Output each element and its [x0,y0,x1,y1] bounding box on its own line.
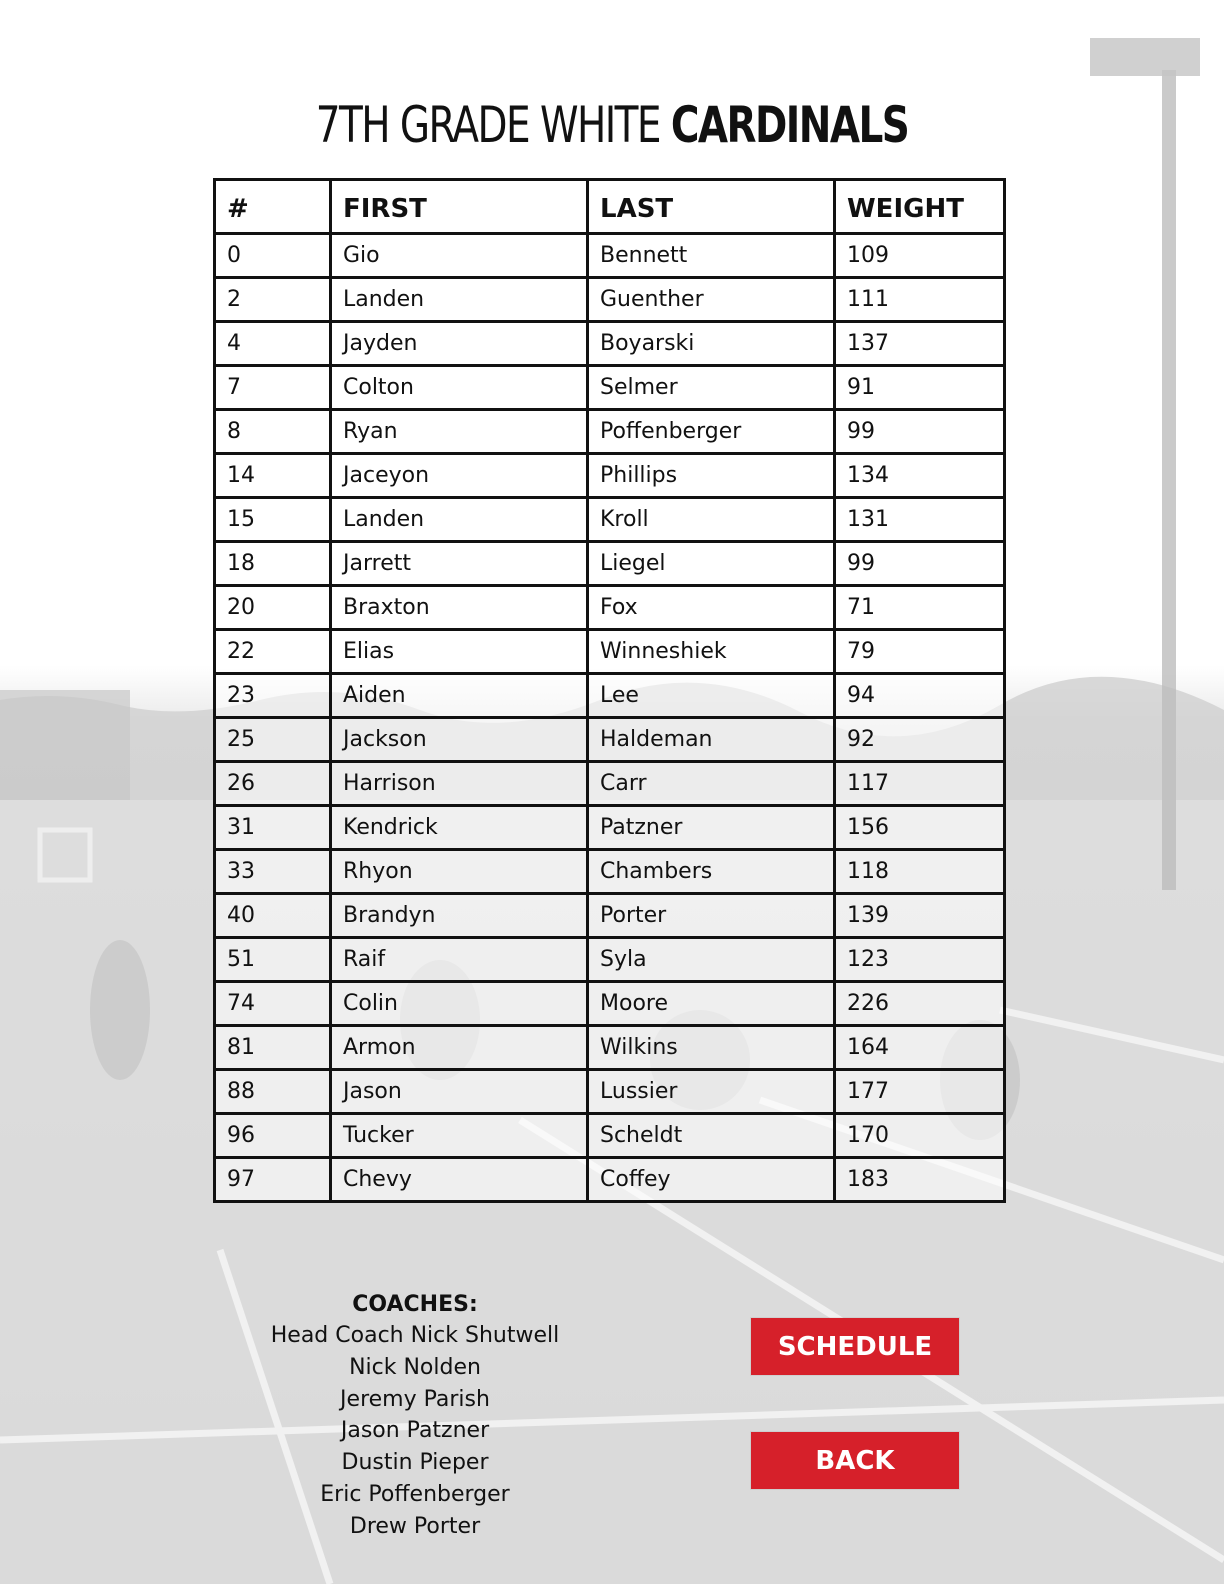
player-weight: 170 [835,1114,1005,1158]
schedule-button[interactable]: SCHEDULE [751,1318,959,1375]
player-number: 14 [215,454,331,498]
header-first: FIRST [331,180,588,234]
table-row [215,762,1005,806]
player-last-name: Haldeman [588,718,835,762]
player-first-name: Gio [331,234,588,278]
player-first-name: Armon [331,1026,588,1070]
coaches-heading: COACHES: [352,1292,478,1317]
player-last-name: Carr [588,762,835,806]
player-number: 2 [215,278,331,322]
player-number: 26 [215,762,331,806]
table-row [215,718,1005,762]
player-number: 81 [215,1026,331,1070]
player-last-name: Fox [588,586,835,630]
player-last-name: Poffenberger [588,410,835,454]
player-first-name: Landen [331,498,588,542]
coach-name: Eric Poffenberger [320,1481,510,1507]
player-last-name: Chambers [588,850,835,894]
coach-name: Nick Nolden [349,1354,481,1380]
table-row [215,982,1005,1026]
player-number: 20 [215,586,331,630]
player-first-name: Jaceyon [331,454,588,498]
table-row [215,806,1005,850]
player-first-name: Chevy [331,1158,588,1202]
table-row [215,586,1005,630]
player-first-name: Jayden [331,322,588,366]
player-last-name: Lee [588,674,835,718]
table-row [215,1026,1005,1070]
player-weight: 111 [835,278,1005,322]
header-number: # [215,180,331,234]
back-button[interactable]: BACK [751,1432,959,1489]
table-row [215,850,1005,894]
roster-body [215,234,1005,1202]
player-first-name: Colton [331,366,588,410]
player-first-name: Colin [331,982,588,1026]
player-last-name: Boyarski [588,322,835,366]
player-last-name: Liegel [588,542,835,586]
player-weight: 164 [835,1026,1005,1070]
player-last-name: Selmer [588,366,835,410]
player-number: 8 [215,410,331,454]
table-row [215,894,1005,938]
table-row [215,1158,1005,1202]
player-weight: 118 [835,850,1005,894]
player-first-name: Brandyn [331,894,588,938]
table-row [215,630,1005,674]
player-weight: 226 [835,982,1005,1026]
table-row [215,234,1005,278]
player-number: 40 [215,894,331,938]
player-number: 96 [215,1114,331,1158]
player-first-name: Rhyon [331,850,588,894]
table-row [215,454,1005,498]
player-weight: 91 [835,366,1005,410]
player-number: 25 [215,718,331,762]
player-first-name: Aiden [331,674,588,718]
player-number: 51 [215,938,331,982]
page-title-light: 7TH GRADE WHITE [315,96,671,154]
player-last-name: Wilkins [588,1026,835,1070]
player-last-name: Syla [588,938,835,982]
player-last-name: Bennett [588,234,835,278]
player-first-name: Kendrick [331,806,588,850]
player-number: 33 [215,850,331,894]
table-row [215,542,1005,586]
coaches-list [215,1290,615,1543]
player-first-name: Harrison [331,762,588,806]
player-last-name: Winneshiek [588,630,835,674]
table-row [215,1070,1005,1114]
player-last-name: Porter [588,894,835,938]
player-weight: 99 [835,542,1005,586]
player-weight: 183 [835,1158,1005,1202]
player-number: 15 [215,498,331,542]
table-row [215,278,1005,322]
table-row [215,938,1005,982]
roster-table [213,178,1006,1203]
table-row [215,1114,1005,1158]
header-last: LAST [588,180,835,234]
player-weight: 117 [835,762,1005,806]
player-weight: 71 [835,586,1005,630]
coach-name: Jeremy Parish [340,1386,490,1412]
table-row [215,322,1005,366]
table-header-row [215,180,1005,234]
header-weight: WEIGHT [835,180,1005,234]
player-last-name: Guenther [588,278,835,322]
player-weight: 131 [835,498,1005,542]
player-weight: 79 [835,630,1005,674]
player-number: 4 [215,322,331,366]
player-last-name: Coffey [588,1158,835,1202]
player-weight: 177 [835,1070,1005,1114]
player-last-name: Moore [588,982,835,1026]
player-number: 74 [215,982,331,1026]
player-first-name: Raif [331,938,588,982]
player-weight: 123 [835,938,1005,982]
player-first-name: Landen [331,278,588,322]
player-first-name: Elias [331,630,588,674]
player-number: 7 [215,366,331,410]
player-last-name: Kroll [588,498,835,542]
coach-name: Dustin Pieper [341,1450,489,1476]
player-number: 31 [215,806,331,850]
coach-name: Jason Patzner [340,1418,490,1444]
player-weight: 99 [835,410,1005,454]
coach-name: Drew Porter [349,1513,481,1539]
page-title-bold: CARDINALS [670,96,909,154]
player-weight: 92 [835,718,1005,762]
player-last-name: Lussier [588,1070,835,1114]
player-number: 18 [215,542,331,586]
player-last-name: Patzner [588,806,835,850]
player-weight: 109 [835,234,1005,278]
player-number: 0 [215,234,331,278]
page-title [135,96,1090,154]
player-number: 22 [215,630,331,674]
player-first-name: Ryan [331,410,588,454]
coach-name: Head Coach Nick Shutwell [270,1323,560,1348]
table-row [215,498,1005,542]
player-weight: 134 [835,454,1005,498]
player-number: 88 [215,1070,331,1114]
table-row [215,410,1005,454]
player-number: 23 [215,674,331,718]
player-first-name: Tucker [331,1114,588,1158]
table-row [215,366,1005,410]
player-weight: 139 [835,894,1005,938]
player-last-name: Scheldt [588,1114,835,1158]
player-first-name: Braxton [331,586,588,630]
player-weight: 94 [835,674,1005,718]
player-last-name: Phillips [588,454,835,498]
player-weight: 156 [835,806,1005,850]
player-weight: 137 [835,322,1005,366]
player-first-name: Jackson [331,718,588,762]
player-first-name: Jarrett [331,542,588,586]
player-first-name: Jason [331,1070,588,1114]
table-row [215,674,1005,718]
player-number: 97 [215,1158,331,1202]
